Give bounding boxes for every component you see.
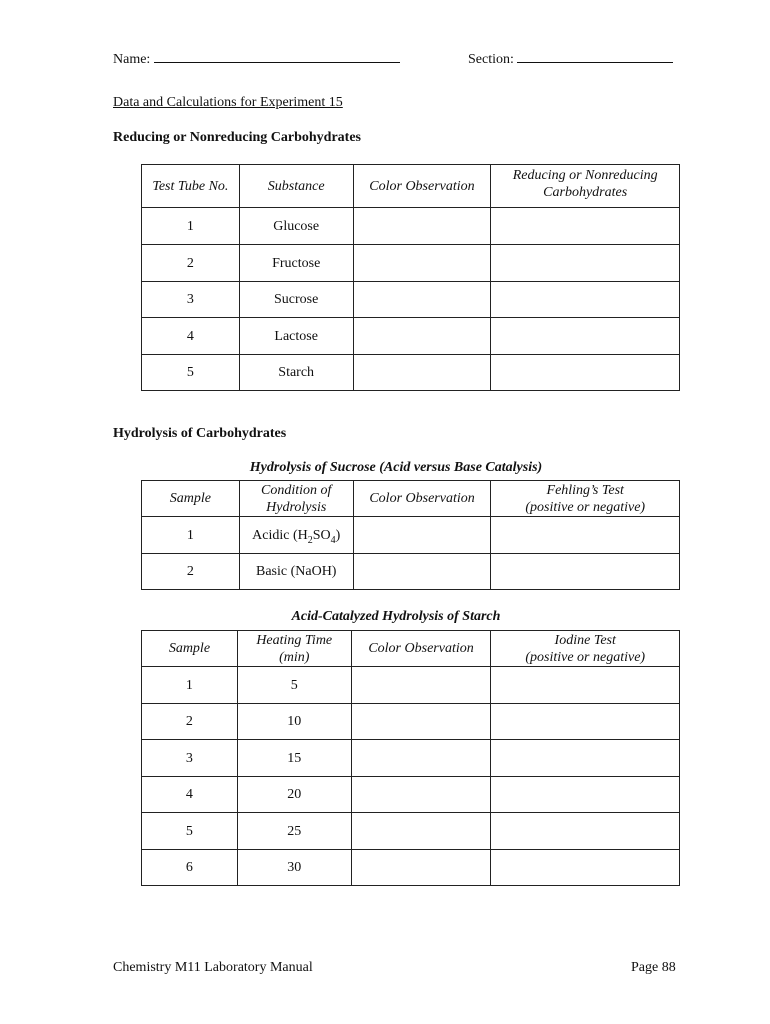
- col-header-heating-time: [237, 631, 351, 667]
- fehling-label: Fehling’s Test: [546, 482, 624, 498]
- cell-sample: 1: [142, 667, 238, 704]
- table-row: [142, 517, 680, 554]
- cell-iodine-entry[interactable]: [491, 740, 680, 777]
- reducing-table: [141, 164, 680, 391]
- cell-color-entry[interactable]: [353, 245, 491, 282]
- col-header-test-tube: Test Tube No.: [142, 165, 240, 208]
- table-row: [142, 355, 680, 391]
- section-label: Section:: [468, 52, 514, 67]
- cell-fehling-entry[interactable]: [491, 517, 680, 554]
- cell-no: 5: [142, 355, 240, 391]
- starch-hydrolysis-table: [141, 630, 680, 886]
- cell-time: 10: [237, 704, 351, 740]
- col-header-color-observation: Color Observation: [353, 165, 491, 208]
- table-row: [142, 850, 680, 886]
- cell-color-entry[interactable]: [353, 208, 491, 245]
- fehling-sublabel: (positive or negative): [525, 499, 646, 515]
- cell-fehling-entry[interactable]: [491, 554, 680, 590]
- sucrose-table-caption: Hydrolysis of Sucrose (Acid versus Base Catalysis): [249, 460, 543, 475]
- section-blank[interactable]: [517, 48, 673, 63]
- cell-color-entry[interactable]: [353, 554, 491, 590]
- col-header-color-observation: Color Observation: [351, 631, 491, 667]
- cell-iodine-entry[interactable]: [491, 777, 680, 813]
- cell-color-entry[interactable]: [351, 704, 491, 740]
- table-row: [142, 554, 680, 590]
- cell-condition: [239, 517, 353, 554]
- table-row: [142, 318, 680, 355]
- col-header-sample: Sample: [142, 631, 238, 667]
- col-header-iodine: [491, 631, 680, 667]
- cell-time: 5: [237, 667, 351, 704]
- cell-iodine-entry[interactable]: [491, 850, 680, 886]
- condition-text-b: SO: [312, 527, 331, 543]
- table-row: [142, 667, 680, 704]
- table-row: [142, 245, 680, 282]
- cell-color-entry[interactable]: [351, 740, 491, 777]
- cell-sample: 6: [142, 850, 238, 886]
- table-header-row: [142, 165, 680, 208]
- cell-time: 15: [237, 740, 351, 777]
- cell-sample: 3: [142, 740, 238, 777]
- sucrose-hydrolysis-table: [141, 480, 680, 590]
- col-header-substance: Substance: [239, 165, 353, 208]
- col-header-sample: Sample: [142, 481, 240, 517]
- name-blank[interactable]: [154, 48, 400, 63]
- cell-substance: Sucrose: [239, 282, 353, 318]
- starch-table-caption: Acid-Catalyzed Hydrolysis of Starch: [291, 609, 501, 624]
- iodine-label: Iodine Test: [554, 632, 616, 648]
- cell-color-entry[interactable]: [351, 777, 491, 813]
- cell-color-entry[interactable]: [353, 318, 491, 355]
- name-label: Name:: [113, 52, 151, 67]
- name-field[interactable]: [113, 48, 400, 68]
- table-row: [142, 704, 680, 740]
- footer-page-number: Page 88: [631, 960, 676, 975]
- iodine-sublabel: (positive or negative): [525, 649, 646, 665]
- cell-reducing-entry[interactable]: [491, 318, 680, 355]
- table-row: [142, 777, 680, 813]
- col-header-fehling: [491, 481, 680, 517]
- cell-substance: Glucose: [239, 208, 353, 245]
- cell-condition: Basic (NaOH): [239, 554, 353, 590]
- cell-color-entry[interactable]: [351, 813, 491, 850]
- footer-manual-title: Chemistry M11 Laboratory Manual: [113, 960, 313, 975]
- table-row: [142, 282, 680, 318]
- subscript-2: 2: [307, 534, 313, 546]
- col-header-color-observation: Color Observation: [353, 481, 491, 517]
- table-row: [142, 740, 680, 777]
- heating-time-label: Heating Time: [256, 632, 333, 648]
- cell-no: 2: [142, 245, 240, 282]
- cell-reducing-entry[interactable]: [491, 282, 680, 318]
- heating-time-unit: (min): [279, 649, 310, 665]
- cell-color-entry[interactable]: [351, 850, 491, 886]
- table-row: [142, 208, 680, 245]
- cell-no: 4: [142, 318, 240, 355]
- cell-sample: 2: [142, 554, 240, 590]
- page-title: Data and Calculations for Experiment 15: [113, 95, 343, 110]
- section-field[interactable]: [468, 48, 673, 68]
- cell-color-entry[interactable]: [353, 355, 491, 391]
- condition-text-a: Acidic (H: [252, 527, 308, 543]
- cell-time: 20: [237, 777, 351, 813]
- section2-heading: Hydrolysis of Carbohydrates: [113, 426, 287, 441]
- cell-color-entry[interactable]: [351, 667, 491, 704]
- cell-sample: 4: [142, 777, 238, 813]
- subscript-4: 4: [330, 534, 336, 546]
- section1-heading: Reducing or Nonreducing Carbohydrates: [113, 130, 362, 145]
- cell-iodine-entry[interactable]: [491, 704, 680, 740]
- cell-no: 1: [142, 208, 240, 245]
- cell-color-entry[interactable]: [353, 282, 491, 318]
- cell-iodine-entry[interactable]: [491, 813, 680, 850]
- cell-substance: Fructose: [239, 245, 353, 282]
- cell-iodine-entry[interactable]: [491, 667, 680, 704]
- condition-text-c: ): [335, 527, 341, 543]
- cell-reducing-entry[interactable]: [491, 355, 680, 391]
- col-header-condition: Condition of Hydrolysis: [239, 481, 353, 517]
- cell-reducing-entry[interactable]: [491, 208, 680, 245]
- cell-sample: 2: [142, 704, 238, 740]
- cell-color-entry[interactable]: [353, 517, 491, 554]
- cell-substance: Starch: [239, 355, 353, 391]
- table-row: [142, 813, 680, 850]
- col-header-reducing: Reducing or Nonreducing Carbohydrates: [491, 165, 680, 208]
- cell-substance: Lactose: [239, 318, 353, 355]
- cell-sample: 1: [142, 517, 240, 554]
- table-header-row: [142, 631, 680, 667]
- cell-time: 25: [237, 813, 351, 850]
- cell-sample: 5: [142, 813, 238, 850]
- cell-reducing-entry[interactable]: [491, 245, 680, 282]
- table-header-row: [142, 481, 680, 517]
- cell-no: 3: [142, 282, 240, 318]
- cell-time: 30: [237, 850, 351, 886]
